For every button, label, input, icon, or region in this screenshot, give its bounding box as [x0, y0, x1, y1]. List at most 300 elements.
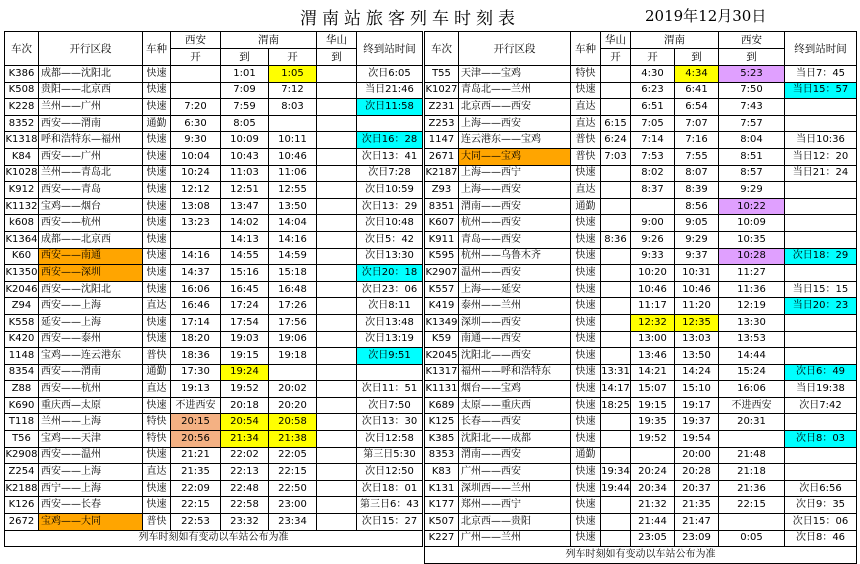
table-row — [425, 66, 857, 83]
cell-train-type: 快速 — [143, 480, 171, 497]
cell-time-b: 17:54 — [221, 314, 269, 331]
table-row — [425, 431, 857, 448]
cell-train-type: 特快 — [143, 414, 171, 431]
cell-time-d — [317, 148, 357, 165]
cell-train-type: 快速 — [571, 248, 601, 265]
cell-train-type: 快速 — [571, 231, 601, 248]
cell-train-number: K689 — [425, 397, 459, 414]
cell-time-b: 21:34 — [221, 431, 269, 448]
cell-train-number: K508 — [5, 82, 39, 99]
cell-time-c: 6:54 — [675, 99, 719, 116]
cell-time-a — [601, 198, 631, 215]
table-row — [425, 348, 857, 365]
table-row — [5, 314, 423, 331]
cell-train-type: 快速 — [571, 480, 601, 497]
cell-final-arrival: 次日9：35 — [785, 497, 857, 514]
cell-route: 温州——西安 — [459, 265, 571, 282]
cell-train-number: K125 — [425, 414, 459, 431]
cell-time-c: 19:37 — [675, 414, 719, 431]
cell-time-c — [269, 115, 317, 132]
cell-time-b: 9:33 — [631, 248, 675, 265]
cell-train-number: K84 — [5, 148, 39, 165]
cell-time-b: 1:01 — [221, 66, 269, 83]
cell-time-a — [601, 414, 631, 431]
table-row — [5, 198, 423, 215]
cell-train-type: 快速 — [143, 331, 171, 348]
header-weinan: 渭南 — [221, 32, 317, 49]
table-row — [425, 198, 857, 215]
cell-train-type: 快速 — [143, 231, 171, 248]
cell-time-b — [631, 198, 675, 215]
cell-time-b: 20:18 — [221, 397, 269, 414]
cell-time-d — [317, 265, 357, 282]
cell-train-number: K2187 — [425, 165, 459, 182]
cell-route: 延安——上海 — [39, 314, 143, 331]
cell-train-number: K2045 — [425, 348, 459, 365]
cell-final-arrival — [785, 464, 857, 481]
cell-final-arrival: 次日6:05 — [357, 66, 423, 83]
table-row — [425, 530, 857, 547]
cell-route: 青岛北——兰州 — [459, 82, 571, 99]
cell-final-arrival: 当日21:46 — [357, 82, 423, 99]
cell-time-b: 7:59 — [221, 99, 269, 116]
cell-route: 宝鸡——连云港东 — [39, 348, 143, 365]
cell-time-a: 14:17 — [601, 381, 631, 398]
header-depart: 开 — [269, 49, 317, 66]
cell-time-d: 10:22 — [719, 198, 785, 215]
cell-time-d — [317, 414, 357, 431]
table-row — [5, 215, 423, 232]
cell-time-d — [317, 298, 357, 315]
cell-time-c: 21:35 — [675, 497, 719, 514]
cell-route: 呼和浩特东—福州 — [39, 132, 143, 149]
cell-time-b: 14:21 — [631, 364, 675, 381]
cell-time-c: 17:26 — [269, 298, 317, 315]
cell-train-number: K1132 — [5, 198, 39, 215]
table-row — [5, 397, 423, 414]
cell-train-number: Z231 — [425, 99, 459, 116]
cell-time-a — [601, 314, 631, 331]
cell-time-d: 11:27 — [719, 265, 785, 282]
cell-time-a: 8:36 — [601, 231, 631, 248]
table-row — [5, 231, 423, 248]
cell-train-number: 2672 — [5, 514, 39, 531]
cell-final-arrival — [785, 99, 857, 116]
cell-final-arrival — [785, 215, 857, 232]
cell-train-type: 普快 — [571, 148, 601, 165]
cell-route: 西安——温州 — [39, 447, 143, 464]
cell-final-arrival: 次日23：06 — [357, 281, 423, 298]
cell-train-type: 直达 — [143, 298, 171, 315]
cell-time-c: 21:47 — [675, 514, 719, 531]
cell-time-c: 14:24 — [675, 364, 719, 381]
cell-train-number: T118 — [5, 414, 39, 431]
cell-train-type: 快速 — [143, 165, 171, 182]
cell-time-a: 19:13 — [171, 381, 221, 398]
cell-time-d: 5:23 — [719, 66, 785, 83]
cell-time-d — [317, 165, 357, 182]
cell-time-b: 19:15 — [221, 348, 269, 365]
cell-time-a: 7:03 — [601, 148, 631, 165]
cell-final-arrival: 当日20：23 — [785, 298, 857, 315]
cell-time-c: 9:05 — [675, 215, 719, 232]
cell-time-c: 4:34 — [675, 66, 719, 83]
table-row — [5, 66, 423, 83]
header — [0, 0, 860, 30]
cell-final-arrival: 次日6:56 — [785, 480, 857, 497]
cell-final-arrival: 次日12:58 — [357, 431, 423, 448]
cell-time-a: 18:25 — [601, 397, 631, 414]
table-row — [5, 132, 423, 149]
cell-train-type: 快速 — [571, 431, 601, 448]
cell-final-arrival: 次日13：29 — [357, 198, 423, 215]
cell-time-d — [317, 348, 357, 365]
cell-time-b: 4:30 — [631, 66, 675, 83]
cell-time-c: 12:55 — [269, 182, 317, 199]
cell-time-d — [317, 82, 357, 99]
cell-time-b: 19:24 — [221, 364, 269, 381]
table-row — [425, 165, 857, 182]
cell-train-type: 快速 — [143, 447, 171, 464]
cell-train-number: K2188 — [5, 480, 39, 497]
cell-time-d — [317, 314, 357, 331]
cell-time-c: 8:03 — [269, 99, 317, 116]
cell-time-d: 11:36 — [719, 281, 785, 298]
cell-time-b: 6:23 — [631, 82, 675, 99]
cell-train-number: K690 — [5, 397, 39, 414]
cell-route: 西安——杭州 — [39, 215, 143, 232]
header-depart: 开 — [631, 49, 675, 66]
cell-time-d: 8:57 — [719, 165, 785, 182]
cell-train-number: K911 — [425, 231, 459, 248]
cell-time-c: 22:05 — [269, 447, 317, 464]
cell-train-number: 8354 — [5, 364, 39, 381]
cell-time-a — [601, 497, 631, 514]
header-route: 开行区段 — [459, 32, 571, 66]
cell-train-type: 快速 — [143, 248, 171, 265]
cell-time-d — [317, 447, 357, 464]
cell-time-a: 10:04 — [171, 148, 221, 165]
footer-note: 列车时刻如有变动以车站公布为准 — [425, 547, 857, 564]
cell-time-a — [601, 514, 631, 531]
cell-final-arrival — [785, 314, 857, 331]
cell-time-d — [719, 514, 785, 531]
cell-time-a: 13:31 — [601, 364, 631, 381]
cell-time-d — [317, 480, 357, 497]
cell-time-b: 8:05 — [221, 115, 269, 132]
cell-train-number: 8352 — [5, 115, 39, 132]
cell-train-number: K1364 — [5, 231, 39, 248]
table-row — [5, 99, 423, 116]
cell-time-d — [317, 66, 357, 83]
cell-route: 西安——青岛 — [39, 182, 143, 199]
header-arrive-sub: 到 — [221, 49, 269, 66]
cell-time-d: 9:29 — [719, 182, 785, 199]
cell-time-c: 19:06 — [269, 331, 317, 348]
table-row — [425, 99, 857, 116]
cell-route: 沈阳北——成都 — [459, 431, 571, 448]
cell-time-c: 22:15 — [269, 464, 317, 481]
cell-train-number: k608 — [5, 215, 39, 232]
cell-time-a — [601, 281, 631, 298]
cell-time-d — [317, 132, 357, 149]
cell-time-d: 0:05 — [719, 530, 785, 547]
cell-time-d: 13:53 — [719, 331, 785, 348]
header-arrive-sub: 到 — [317, 49, 357, 66]
cell-final-arrival: 当日21：24 — [785, 165, 857, 182]
cell-time-c: 7:16 — [675, 132, 719, 149]
table-row — [5, 431, 423, 448]
cell-train-number: K1349 — [425, 314, 459, 331]
cell-train-number: K607 — [425, 215, 459, 232]
table-row — [425, 115, 857, 132]
cell-route: 杭州——西安 — [459, 215, 571, 232]
cell-final-arrival: 次日11:58 — [357, 99, 423, 116]
cell-final-arrival: 次日20：18 — [357, 265, 423, 282]
cell-time-a: 20:56 — [171, 431, 221, 448]
cell-route: 宝鸡——大同 — [39, 514, 143, 531]
cell-route: 北京西——贵阳 — [459, 514, 571, 531]
cell-time-c: 17:56 — [269, 314, 317, 331]
cell-route: 西安——渭南 — [39, 115, 143, 132]
cell-train-type: 快速 — [571, 381, 601, 398]
cell-train-type: 快速 — [571, 464, 601, 481]
table-row — [5, 464, 423, 481]
cell-final-arrival — [785, 348, 857, 365]
cell-train-number: Z94 — [5, 298, 39, 315]
cell-final-arrival: 次日7:28 — [357, 165, 423, 182]
cell-train-type: 快速 — [571, 397, 601, 414]
table-row — [425, 497, 857, 514]
cell-time-a — [171, 231, 221, 248]
cell-time-a: 22:15 — [171, 497, 221, 514]
cell-time-b: 15:16 — [221, 265, 269, 282]
cell-final-arrival — [785, 447, 857, 464]
cell-time-b: 23:05 — [631, 530, 675, 547]
cell-route: 渭南——西安 — [459, 447, 571, 464]
cell-time-d — [317, 331, 357, 348]
cell-time-c: 10:46 — [269, 148, 317, 165]
cell-time-b: 20:24 — [631, 464, 675, 481]
left-timetable — [4, 31, 423, 547]
cell-train-number: K2907 — [425, 265, 459, 282]
cell-route: 深圳——西安 — [459, 314, 571, 331]
header-huashan: 华山 — [317, 32, 357, 49]
cell-time-c: 8:39 — [675, 182, 719, 199]
cell-final-arrival — [785, 115, 857, 132]
cell-time-a — [601, 215, 631, 232]
cell-time-a — [601, 182, 631, 199]
cell-time-a: 19:34 — [601, 464, 631, 481]
cell-time-d: 8:04 — [719, 132, 785, 149]
cell-train-type: 快速 — [143, 182, 171, 199]
cell-train-type: 快速 — [571, 165, 601, 182]
cell-route: 西安——沈阳北 — [39, 281, 143, 298]
header-arrive-sub: 到 — [719, 49, 785, 66]
cell-final-arrival: 次日9:51 — [357, 348, 423, 365]
cell-time-c: 15:10 — [675, 381, 719, 398]
cell-time-a: 22:53 — [171, 514, 221, 531]
table-row — [425, 331, 857, 348]
table-row — [5, 414, 423, 431]
cell-train-number: K1318 — [5, 132, 39, 149]
cell-time-b: 11:03 — [221, 165, 269, 182]
cell-time-c: 15:18 — [269, 265, 317, 282]
cell-time-a: 6:30 — [171, 115, 221, 132]
cell-route: 太原——重庆西 — [459, 397, 571, 414]
cell-train-type: 普快 — [143, 348, 171, 365]
header-weinan: 渭南 — [631, 32, 719, 49]
cell-train-number: 8351 — [425, 198, 459, 215]
cell-time-a: 不进西安 — [171, 397, 221, 414]
cell-time-c: 10:46 — [675, 281, 719, 298]
table-row — [5, 148, 423, 165]
cell-train-number: Z254 — [5, 464, 39, 481]
cell-time-b: 12:32 — [631, 314, 675, 331]
cell-final-arrival: 次日7:50 — [357, 397, 423, 414]
cell-route: 西安——广州 — [39, 148, 143, 165]
table-row — [425, 215, 857, 232]
cell-final-arrival: 当日10:36 — [785, 132, 857, 149]
cell-route: 福州——呼和浩特东 — [459, 364, 571, 381]
cell-train-type: 直达 — [571, 99, 601, 116]
cell-train-number: K126 — [5, 497, 39, 514]
cell-final-arrival: 次日10:59 — [357, 182, 423, 199]
cell-train-type: 快速 — [571, 298, 601, 315]
cell-train-type: 通勤 — [571, 447, 601, 464]
cell-time-a — [601, 99, 631, 116]
cell-time-a — [601, 298, 631, 315]
cell-route: 宝鸡——天津 — [39, 431, 143, 448]
cell-route: 成都——北京西 — [39, 231, 143, 248]
cell-time-c: 22:50 — [269, 480, 317, 497]
right-timetable — [424, 31, 857, 564]
cell-time-d: 12:19 — [719, 298, 785, 315]
cell-time-c: 23:00 — [269, 497, 317, 514]
cell-time-a: 21:35 — [171, 464, 221, 481]
cell-train-number: K227 — [425, 530, 459, 547]
table-row — [5, 265, 423, 282]
cell-time-d: 22:15 — [719, 497, 785, 514]
cell-time-b: 19:35 — [631, 414, 675, 431]
cell-route: 成都——沈阳北 — [39, 66, 143, 83]
cell-time-b: 20:34 — [631, 480, 675, 497]
cell-time-a: 6:24 — [601, 132, 631, 149]
cell-train-type: 快速 — [143, 397, 171, 414]
header-arrive: 终到站时间 — [357, 32, 423, 66]
cell-train-number: K1028 — [5, 165, 39, 182]
cell-final-arrival: 次日16：28 — [357, 132, 423, 149]
cell-route: 西安——渭南 — [39, 364, 143, 381]
cell-route: 贵阳——北京西 — [39, 82, 143, 99]
cell-time-d — [317, 115, 357, 132]
table-row — [425, 132, 857, 149]
cell-train-type: 特快 — [571, 66, 601, 83]
cell-route: 青岛——西安 — [459, 231, 571, 248]
cell-final-arrival: 当日12：20 — [785, 148, 857, 165]
cell-time-c: 20:28 — [675, 464, 719, 481]
cell-route: 重庆西—太原 — [39, 397, 143, 414]
cell-time-c: 10:11 — [269, 132, 317, 149]
cell-time-a: 17:30 — [171, 364, 221, 381]
cell-train-type: 直达 — [571, 115, 601, 132]
cell-time-d: 21:18 — [719, 464, 785, 481]
table-row — [425, 464, 857, 481]
cell-time-d: 10:28 — [719, 248, 785, 265]
cell-final-arrival: 次日8:11 — [357, 298, 423, 315]
cell-time-d — [317, 215, 357, 232]
cell-time-b: 19:52 — [221, 381, 269, 398]
cell-time-b: 11:17 — [631, 298, 675, 315]
cell-time-b: 8:02 — [631, 165, 675, 182]
cell-time-d — [317, 281, 357, 298]
cell-route: 烟台——宝鸡 — [459, 381, 571, 398]
cell-train-type: 快速 — [143, 148, 171, 165]
cell-train-type: 快速 — [143, 82, 171, 99]
cell-time-b: 22:02 — [221, 447, 269, 464]
cell-time-b: 23:32 — [221, 514, 269, 531]
cell-time-a: 14:37 — [171, 265, 221, 282]
cell-route: 广州——兰州 — [459, 530, 571, 547]
cell-time-a — [601, 66, 631, 83]
cell-train-number: K60 — [5, 248, 39, 265]
cell-time-d: 14:44 — [719, 348, 785, 365]
cell-route: 渭南——西安 — [459, 198, 571, 215]
cell-final-arrival: 次日13:19 — [357, 331, 423, 348]
cell-time-c: 19:17 — [675, 397, 719, 414]
table-row — [5, 281, 423, 298]
table-row — [5, 182, 423, 199]
footer-note: 列车时刻如有变动以车站公布为准 — [5, 530, 423, 547]
cell-time-c: 8:56 — [675, 198, 719, 215]
table-row — [5, 447, 423, 464]
cell-final-arrival: 次日13:48 — [357, 314, 423, 331]
header-train: 车次 — [425, 32, 459, 66]
cell-time-c: 1:05 — [269, 66, 317, 83]
table-row — [425, 414, 857, 431]
cell-train-type: 快速 — [143, 132, 171, 149]
cell-time-d: 7:57 — [719, 115, 785, 132]
cell-route: 郑州——西宁 — [459, 497, 571, 514]
cell-time-a: 17:14 — [171, 314, 221, 331]
cell-time-a: 22:09 — [171, 480, 221, 497]
cell-time-c: 14:04 — [269, 215, 317, 232]
cell-train-type: 通勤 — [143, 115, 171, 132]
page-title: 渭南站旅客列车时刻表 — [300, 9, 520, 29]
cell-train-number: T56 — [5, 431, 39, 448]
cell-time-c: 11:06 — [269, 165, 317, 182]
cell-final-arrival: 次日15：06 — [785, 514, 857, 531]
cell-train-number: K386 — [5, 66, 39, 83]
cell-time-b: 21:32 — [631, 497, 675, 514]
table-row — [5, 331, 423, 348]
header-xian: 西安 — [719, 32, 785, 49]
cell-train-type: 快速 — [571, 364, 601, 381]
table-row — [5, 364, 423, 381]
cell-train-number: K595 — [425, 248, 459, 265]
cell-route: 天津——宝鸡 — [459, 66, 571, 83]
cell-time-d — [317, 381, 357, 398]
cell-time-b: 21:44 — [631, 514, 675, 531]
cell-final-arrival: 当日15：57 — [785, 82, 857, 99]
cell-train-number: 1147 — [425, 132, 459, 149]
cell-final-arrival — [785, 231, 857, 248]
cell-time-c: 23:34 — [269, 514, 317, 531]
table-row — [425, 231, 857, 248]
cell-time-a: 16:46 — [171, 298, 221, 315]
cell-train-number: K1317 — [425, 364, 459, 381]
cell-time-d — [317, 248, 357, 265]
